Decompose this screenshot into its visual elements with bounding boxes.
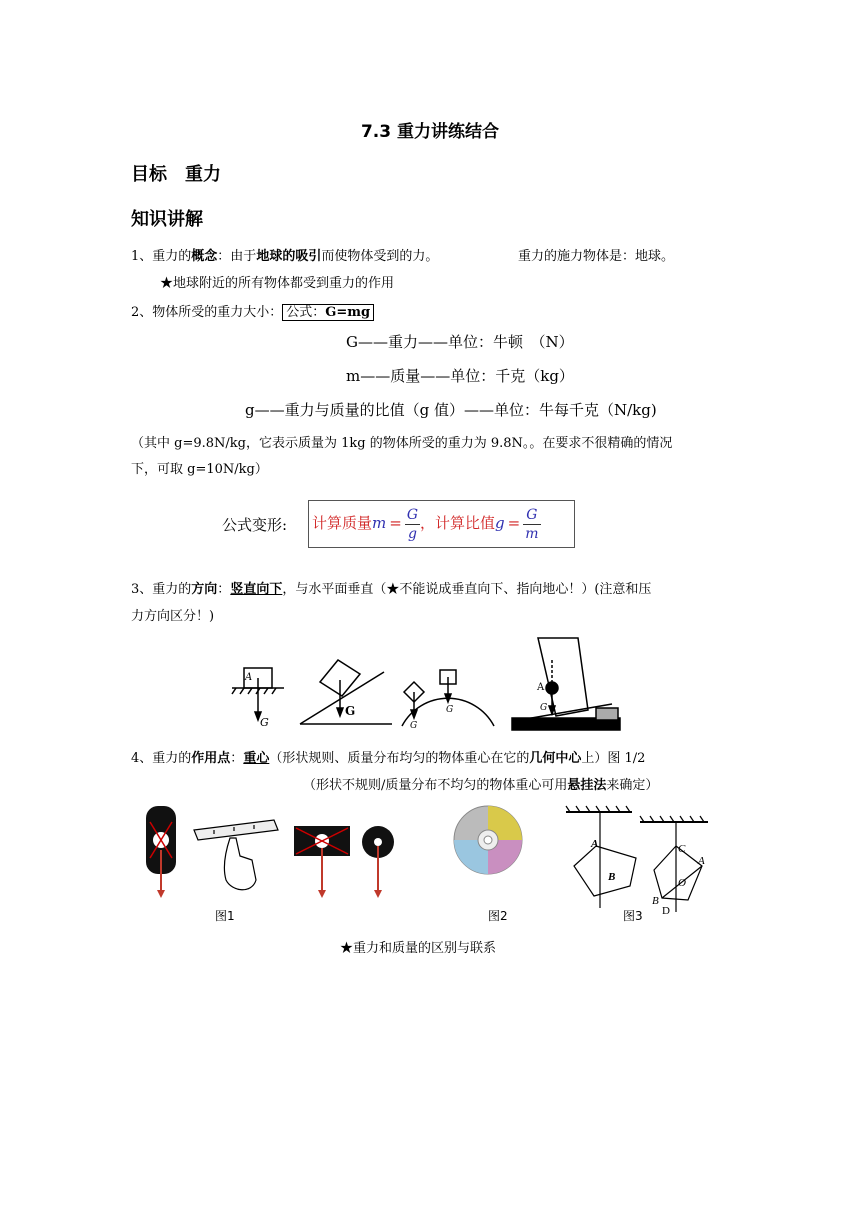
caption-fig3: 图3 <box>623 909 643 923</box>
note-g-value-line2: 下，可取 g=10N/kg） <box>131 462 268 477</box>
point-paren-b: 上）图 1/2 <box>581 751 646 766</box>
calc-mass-label: 计算质量 <box>312 514 373 532</box>
fig-label-G2: G <box>345 704 356 718</box>
comma: ， <box>420 514 436 532</box>
fig-label-A2: A <box>537 682 545 693</box>
heading-goal: 目标 重力 <box>131 164 221 185</box>
earth-attraction-term: 地球的吸引 <box>256 249 322 264</box>
concept-rest: 而使物体受到的力。 <box>321 249 439 264</box>
heading-knowledge: 知识讲解 <box>131 209 203 230</box>
fig-label-G5: G <box>540 703 548 713</box>
suspension-suffix: 来确定） <box>606 778 659 793</box>
caption-fig2: 图2 <box>488 909 508 923</box>
figure-suspension-1 <box>566 806 636 908</box>
fig3-label-A1: A <box>591 838 599 850</box>
note-all-objects: ★地球附近的所有物体都受到重力的作用 <box>160 276 395 291</box>
fig-label-A1: A <box>245 672 253 683</box>
figure-ruler-finger <box>194 820 278 890</box>
figure-cylinder <box>146 806 176 898</box>
variable-G: G——重力——单位：牛顿 （N） <box>346 333 574 351</box>
fig-label-G1: G <box>260 716 269 729</box>
footer-note: ★重力和质量的区别与联系 <box>340 941 497 956</box>
direction-rest: ，与水平面垂直（★不能说成垂直向下、指向地心！）(注意和压 <box>282 582 652 597</box>
variable-m: m——质量——单位：千克（kg） <box>346 367 574 385</box>
variable-g: g——重力与质量的比值（g 值）——单位：牛每千克（N/kg) <box>245 401 657 419</box>
suspension-method-term: 悬挂法 <box>567 778 607 793</box>
magnitude-prefix: 2、物体所受的重力大小： <box>131 305 283 320</box>
fig3-label-O: O <box>678 877 686 889</box>
caption-fig1: 图1 <box>215 909 235 923</box>
calc-ratio-label: 计算比值 <box>435 514 496 532</box>
point-colon: ： <box>230 751 244 766</box>
fig-label-G3: G <box>446 705 454 715</box>
figure-rectangle <box>294 826 350 898</box>
symbol-g: g <box>495 514 505 532</box>
fig3-label-B1: B <box>608 871 616 883</box>
formula-transform-label: 公式变形: <box>222 516 288 534</box>
fig3-label-A2: A <box>698 855 705 867</box>
figure-disc <box>362 826 394 898</box>
figure-cd <box>454 806 522 874</box>
direction-term: 方向 <box>191 582 218 597</box>
formula-label: 公式： <box>286 305 326 320</box>
gravity-exerter: 重力的施力物体是：地球。 <box>518 249 675 264</box>
fig3-label-B2: B <box>652 895 659 907</box>
center-of-gravity-term: 重心 <box>243 751 270 766</box>
direction-colon: ： <box>217 582 231 597</box>
geometric-center-term: 几何中心 <box>529 751 582 766</box>
fig-label-G4: G <box>410 721 418 731</box>
vertical-down-term: 竖直向下 <box>230 582 283 597</box>
equals-sign-2: = <box>507 514 521 532</box>
point-prefix: 4、重力的 <box>131 751 192 766</box>
equals-sign: = <box>389 514 402 532</box>
note-g-value-line1: （其中 g=9.8N/kg，它表示质量为 1kg 的物体所受的重力为 9.8N。。在要求不很精确的情况 <box>131 436 673 451</box>
numerator-G-2: G <box>523 506 540 525</box>
suspension-prefix: （形状不规则/质量分布不均匀的物体重心可用 <box>303 778 568 793</box>
denominator-m: m <box>525 525 539 542</box>
concept-prefix: 1、重力的 <box>131 249 192 264</box>
denominator-g: g <box>407 525 417 542</box>
point-paren-a: （形状规则、质量分布均匀的物体重心在它的 <box>269 751 530 766</box>
fig3-label-D: D <box>662 905 670 917</box>
direction-prefix: 3、重力的 <box>131 582 192 597</box>
concept-term: 概念 <box>191 249 218 264</box>
formula-gmg: G=mg <box>325 305 371 320</box>
direction-line2: 力方向区分！) <box>131 609 215 624</box>
fig3-label-C: C <box>678 843 686 855</box>
numerator-G: G <box>406 506 419 523</box>
concept-mid: ：由于 <box>217 249 257 264</box>
point-term: 作用点 <box>191 751 231 766</box>
page-title: 7.3 重力讲练结合 <box>360 122 500 142</box>
symbol-m: m <box>372 514 387 532</box>
